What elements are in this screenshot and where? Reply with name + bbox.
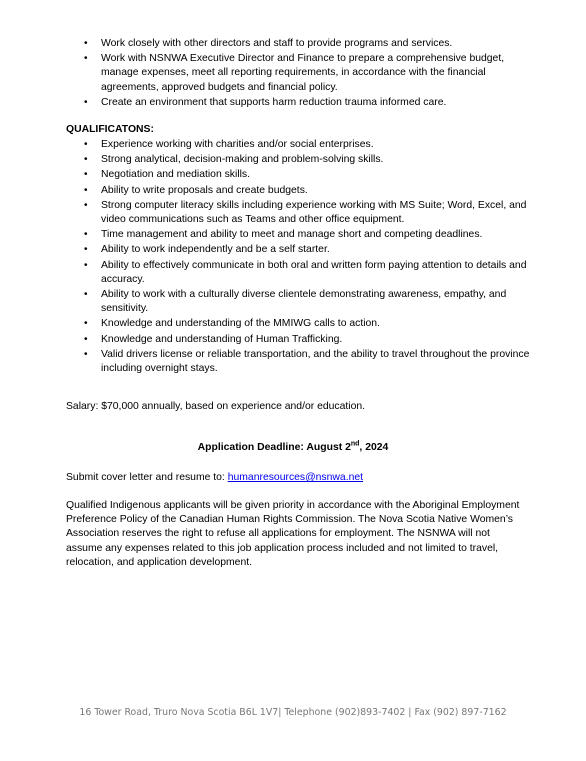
deadline-prefix: Application Deadline: August 2 bbox=[197, 442, 351, 453]
qualifications-heading: QUALIFICATONS: bbox=[66, 124, 154, 135]
bullet-icon: • bbox=[84, 259, 88, 271]
list-item-text: Ability to work independently and be a self starter. bbox=[101, 244, 330, 256]
list-item bbox=[84, 243, 531, 257]
list-item-text: Experience working with charities and/or social enterprises. bbox=[101, 139, 374, 150]
bullet-icon: • bbox=[84, 244, 88, 256]
application-deadline bbox=[0, 442, 586, 453]
hiring-policy-paragraph: Qualified Indigenous applicants will be given priority in accordance with the Aboriginal Employment Preference Policy of the Canadian Human Rights Commission. The Nova Scotia Native Women’s Association reserves the right to refuse all applications for employment. The NSNWA will not assume any expenses related to this job application process included and not limited to travel, relocation, and application development. bbox=[66, 500, 520, 568]
bullet-icon: • bbox=[84, 53, 88, 65]
list-item bbox=[84, 96, 531, 110]
bullet-icon: • bbox=[84, 96, 88, 108]
bullet-icon: • bbox=[84, 199, 88, 211]
list-item-text: Time management and ability to meet and manage short and competing deadlines. bbox=[101, 229, 483, 241]
submit-text: Submit cover letter and resume to: bbox=[66, 472, 228, 483]
bullet-icon: • bbox=[84, 154, 88, 166]
bullet-icon: • bbox=[84, 348, 88, 360]
bullet-icon: • bbox=[84, 38, 88, 49]
list-item bbox=[84, 52, 531, 95]
list-item-text: Valid drivers license or reliable transportation, and the ability to travel throughout the province including overnight stays. bbox=[101, 348, 530, 375]
salary-text: Salary: $70,000 annually, based on experience and/or education. bbox=[66, 401, 366, 412]
bullet-icon: • bbox=[84, 318, 88, 330]
list-item bbox=[84, 288, 531, 316]
qualifications-list bbox=[84, 138, 531, 377]
bullet-icon: • bbox=[84, 184, 88, 196]
list-item bbox=[84, 333, 531, 347]
bullet-icon: • bbox=[84, 333, 88, 345]
list-item-text: Strong computer literacy skills including experience working with MS Suite; Word, Excel, and video communications such as Teams and other office equipment. bbox=[101, 199, 527, 226]
bullet-icon: • bbox=[84, 139, 88, 150]
list-item bbox=[84, 168, 531, 182]
bullet-icon: • bbox=[84, 289, 88, 301]
submit-instructions bbox=[66, 471, 363, 485]
list-item bbox=[84, 317, 531, 331]
list-item bbox=[84, 348, 531, 376]
list-item-text: Ability to work with a culturally diverse clientele demonstrating awareness, empathy, and sensitivity. bbox=[101, 289, 507, 315]
list-item-text: Ability to write proposals and create budgets. bbox=[101, 184, 308, 196]
list-item-text: Negotiation and mediation skills. bbox=[101, 169, 251, 181]
list-item bbox=[84, 228, 531, 242]
deadline-suffix: , 2024 bbox=[359, 442, 389, 453]
list-item-text: Ability to effectively communicate in both oral and written form paying attention to details and accuracy. bbox=[101, 259, 527, 285]
list-item bbox=[84, 199, 531, 227]
email-link[interactable]: humanresources@nsnwa.net bbox=[227, 472, 364, 483]
deadline-ordinal: nd bbox=[350, 440, 360, 448]
bullet-icon: • bbox=[84, 169, 88, 181]
list-item bbox=[84, 259, 531, 287]
responsibilities-list bbox=[84, 37, 531, 111]
list-item-text: Create an environment that supports harm reduction trauma informed care. bbox=[101, 96, 447, 108]
list-item-text: Work closely with other directors and staff to provide programs and services. bbox=[101, 38, 453, 49]
list-item bbox=[84, 37, 531, 51]
list-item-text: Knowledge and understanding of the MMIWG calls to action. bbox=[101, 318, 380, 330]
page-footer: 16 Tower Road, Truro Nova Scotia B6L 1V7| Telephone (902)893-7402 | Fax (902) 897-7162 bbox=[79, 707, 507, 718]
list-item-text: Strong analytical, decision-making and problem-solving skills. bbox=[101, 154, 384, 166]
list-item bbox=[84, 184, 531, 198]
bullet-icon: • bbox=[84, 229, 88, 241]
list-item-text: Knowledge and understanding of Human Trafficking. bbox=[101, 333, 343, 345]
list-item bbox=[84, 138, 531, 152]
list-item bbox=[84, 153, 531, 167]
list-item-text: Work with NSNWA Executive Director and Finance to prepare a comprehensive budget, manage expenses, meet all reporting requirements, in accordance with the financial agreements, approved budgets and financial policy. bbox=[101, 53, 505, 93]
